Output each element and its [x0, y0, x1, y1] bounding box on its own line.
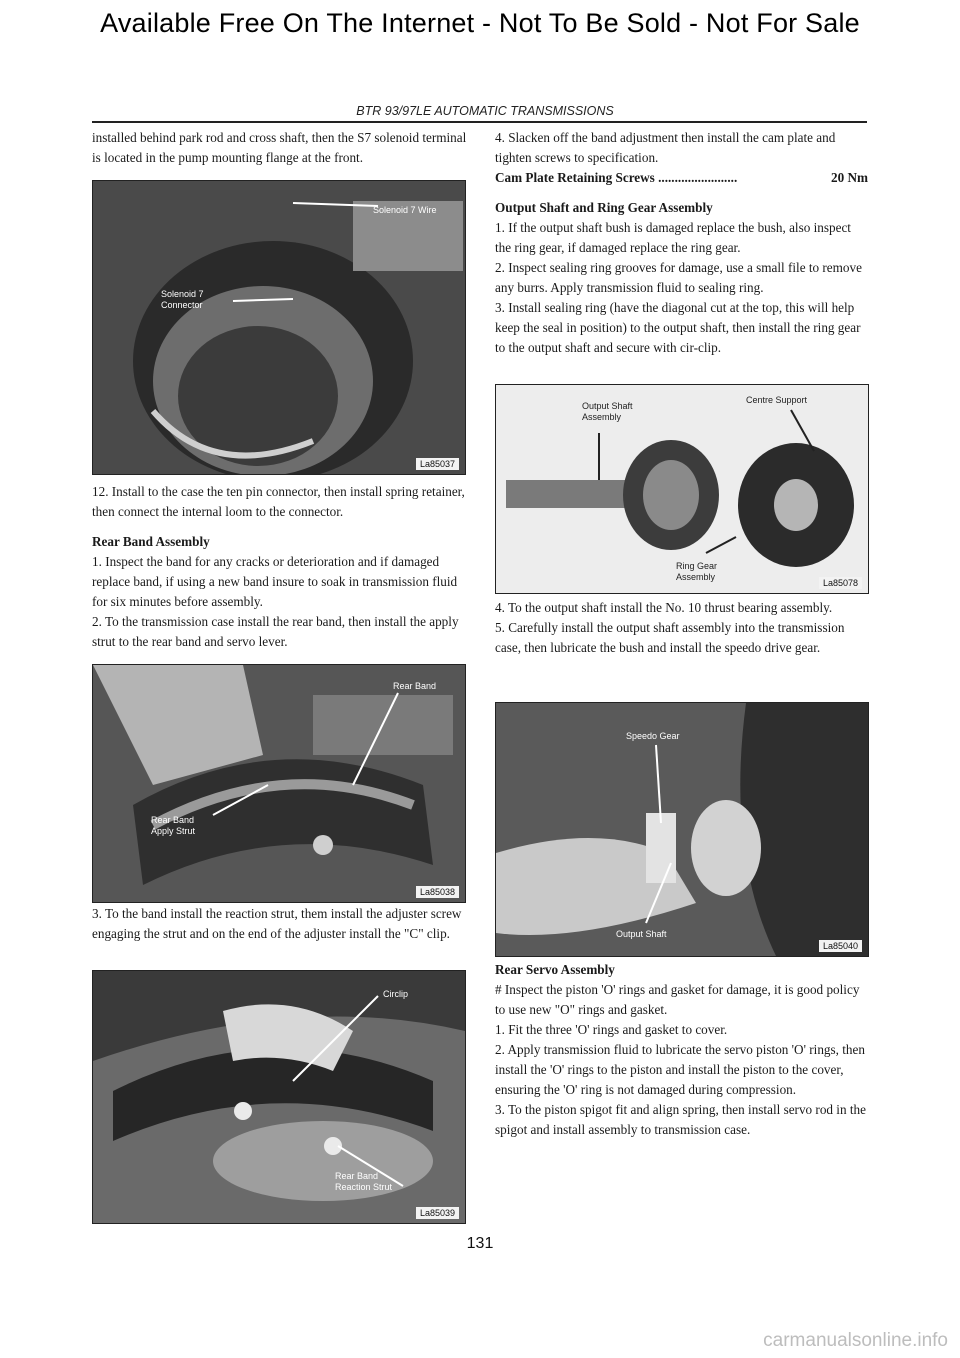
- fig5-label-speedo-gear: Speedo Gear: [626, 731, 680, 741]
- output-step3: 3. Install sealing ring (have the diagonal cut at the top, this will help keep the seal in position) to the output shaft, then install the ring gear to the output shaft and secure with cir-clip.: [495, 300, 861, 355]
- watermark-text: carmanualsonline.info: [763, 1330, 948, 1351]
- servo-step3: 3. To the piston spigot fit and align spring, then install servo rod in the spigot and install assembly to transmission case.: [495, 1102, 866, 1137]
- fig1-code: La85037: [416, 458, 459, 470]
- fig2-code: La85038: [416, 886, 459, 898]
- left-strut-block: [92, 904, 467, 944]
- servo-note: # Inspect the piston 'O' rings and gasket for damage, it is good policy to use new "O" rings and gasket.: [495, 982, 860, 1017]
- right-cam-block: [495, 128, 868, 358]
- step4-paragraph: 4. Slacken off the band adjustment then install the cam plate and tighten screws to specification.: [495, 130, 836, 165]
- output-step1: 1. If the output shaft bush is damaged replace the bush, also inspect the ring gear, if damaged replace the ring gear.: [495, 220, 851, 255]
- rear-band-photo-art: [93, 665, 465, 902]
- left-intro-block: [92, 128, 467, 168]
- cam-plate-spec: [495, 168, 868, 188]
- page-number: 131: [466, 1235, 494, 1252]
- right-servo-block: [495, 960, 868, 1140]
- fig4-label-ring-gear: Ring Gear Assembly: [676, 561, 718, 582]
- fig4-label-centre-support: Centre Support: [746, 395, 808, 405]
- rear-servo-heading: Rear Servo Assembly: [495, 962, 615, 977]
- rear-band-step2: 2. To the transmission case install the rear band, then install the apply strut to the rear band and servo lever.: [92, 614, 459, 649]
- figure-output-shaft-photo: [495, 384, 869, 594]
- running-head: BTR 93/97LE AUTOMATIC TRANSMISSIONS: [356, 104, 614, 118]
- output-step2: 2. Inspect sealing ring grooves for damage, use a small file to remove any burrs. Apply transmission fluid to sealing ring.: [495, 260, 862, 295]
- rear-band-step3: 3. To the band install the reaction strut, them install the adjuster screw engaging the strut and on the end of the adjuster install the "C" clip.: [92, 906, 462, 941]
- fig4-label-output-shaft: Output Shaft Assembly: [582, 401, 633, 422]
- fig1-label-connector: Solenoid 7 Connector: [161, 289, 204, 310]
- rear-band-heading: Rear Band Assembly: [92, 534, 210, 549]
- output-step4: 4. To the output shaft install the No. 10 thrust bearing assembly.: [495, 600, 833, 615]
- fig1-label-wire: Solenoid 7 Wire: [373, 205, 437, 215]
- servo-step1: 1. Fit the three 'O' rings and gasket to cover.: [495, 1022, 728, 1037]
- fig5-label-output-shaft: Output Shaft: [616, 929, 667, 939]
- fig4-code: La85078: [819, 577, 862, 589]
- fig3-label-circlip: Circlip: [383, 989, 409, 999]
- fig2-label-strut: Rear Band Apply Strut: [151, 815, 196, 836]
- intro-paragraph: installed behind park rod and cross shaft, then the S7 solenoid terminal is located in the pump mounting flange at the front.: [92, 130, 467, 165]
- fig2-label-band: Rear Band: [393, 681, 437, 691]
- solenoid-photo-art: [93, 181, 465, 474]
- step12-paragraph: 12. Install to the case the ten pin connector, then install spring retainer, then connect the internal loom to the connector.: [92, 484, 465, 519]
- figure-speedo-gear-photo: [495, 702, 869, 957]
- figure-reaction-strut-photo: [92, 970, 466, 1224]
- spec-value: 20 Nm: [831, 170, 868, 185]
- fig3-label-reaction-strut: Rear Band Reaction Strut: [335, 1171, 393, 1192]
- figure-rear-band-photo: [92, 664, 466, 903]
- output-shaft-heading: Output Shaft and Ring Gear Assembly: [495, 200, 713, 215]
- servo-step2: 2. Apply transmission fluid to lubricate the servo piston 'O' rings, then install the 'O' rings to the piston and install the piston to the cover, ensuring the 'O' ring is not damaged during compression.: [495, 1042, 865, 1097]
- output-step5: 5. Carefully install the output shaft assembly into the transmission case, then lubricate the bush and install the speedo drive gear.: [495, 620, 845, 655]
- speedo-gear-photo-art: [496, 703, 868, 956]
- figure-solenoid-photo: [92, 180, 466, 475]
- header-rule: [92, 121, 867, 123]
- spec-label: Cam Plate Retaining Screws ........................: [495, 170, 738, 185]
- rear-band-step1: 1. Inspect the band for any cracks or deterioration and if damaged replace band, if using a new band insure to soak in transmission fluid for six minutes before assembly.: [92, 554, 458, 609]
- left-band-block: [92, 482, 467, 652]
- fig5-code: La85040: [819, 940, 862, 952]
- banner-text: Available Free On The Internet - Not To Be Sold - Not For Sale: [100, 8, 860, 38]
- right-install-block: [495, 598, 868, 658]
- fig3-code: La85039: [416, 1207, 459, 1219]
